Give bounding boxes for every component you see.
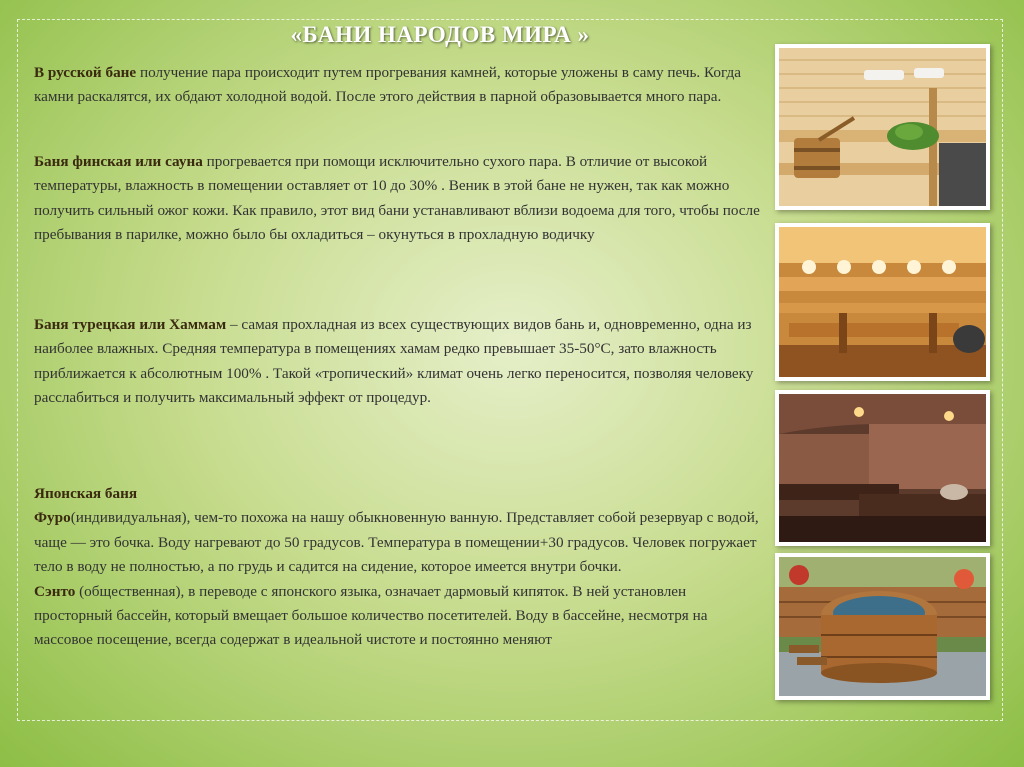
finnish-sauna-text: прогревается при помощи исключительно сухого пара. В отличие от высокой температуры, влажность в помещении оставляет от 10 до 30% . Веник в этой бане не нужен, так как можно получить сильный ожог кожи. Как правило, этот вид бани устанавливают вблизи водоема для того, чтобы после пребывания в парилке, можно было бы охладиться – окунуться в прохладную водичку bbox=[34, 153, 760, 244]
page-title: «БАНИ НАРОДОВ МИРА » bbox=[290, 22, 590, 47]
furo-heading: Фуро bbox=[34, 509, 71, 527]
turkish-hammam-text: – самая прохладная из всех существующих видов бань и, одновременно, одна из наиболее влажных. Средняя температура в помещениях хамам редко превышает 35-50°С, зато влажность приближается к абсолютным 100% . Такой «тропический» климат очень легко переносится, позволяя человеку расслабиться и получить максимальный эффект от процедур. bbox=[34, 316, 754, 407]
russian-bath-text: получение пара происходит путем прогревания камней, которые уложены в саму печь. Когда камни раскалятся, их обдают холодной водой. После этого действия в парной образовывается много пара. bbox=[34, 64, 741, 106]
russian-bath-heading: В русской бане bbox=[34, 64, 137, 81]
photo-russian-bath bbox=[775, 44, 990, 210]
furo-text: (индивидуальная), чем-то похожа на нашу обыкновенную ванную. Представляет собой резервуар с водой, чаще — это бочка. Воду нагревают до 50 градусов. Температура в помещении+30 градусов. Человек погружает тело в воду не полностью, а по грудь и садится на сидение, которое имеется внутри бочки. bbox=[34, 509, 759, 576]
section-turkish-hammam bbox=[34, 313, 764, 411]
photo-turkish-hammam bbox=[775, 390, 990, 546]
japanese-bath-heading: Японская баня bbox=[34, 485, 138, 502]
finnish-sauna-heading: Баня финская или сауна bbox=[34, 153, 203, 170]
turkish-hammam-heading: Баня турецкая или Хаммам bbox=[34, 316, 227, 333]
sento-heading: Сэнто bbox=[34, 582, 76, 600]
photo-finnish-sauna bbox=[775, 223, 990, 381]
section-japanese-bath bbox=[34, 482, 764, 653]
section-finnish-sauna bbox=[34, 150, 764, 248]
sento-text: (общественная), в переводе с японского языка, означает дармовый кипяток. В ней установлен просторный бассейн, который вмещает большое количество посетителей. Воду в бассейне, несмотря на массовое посещение, всегда содержат в идеальной чистоте и постоянно меняют bbox=[34, 582, 708, 649]
photo-japanese-furo bbox=[775, 553, 990, 700]
section-russian-bath bbox=[34, 61, 764, 110]
